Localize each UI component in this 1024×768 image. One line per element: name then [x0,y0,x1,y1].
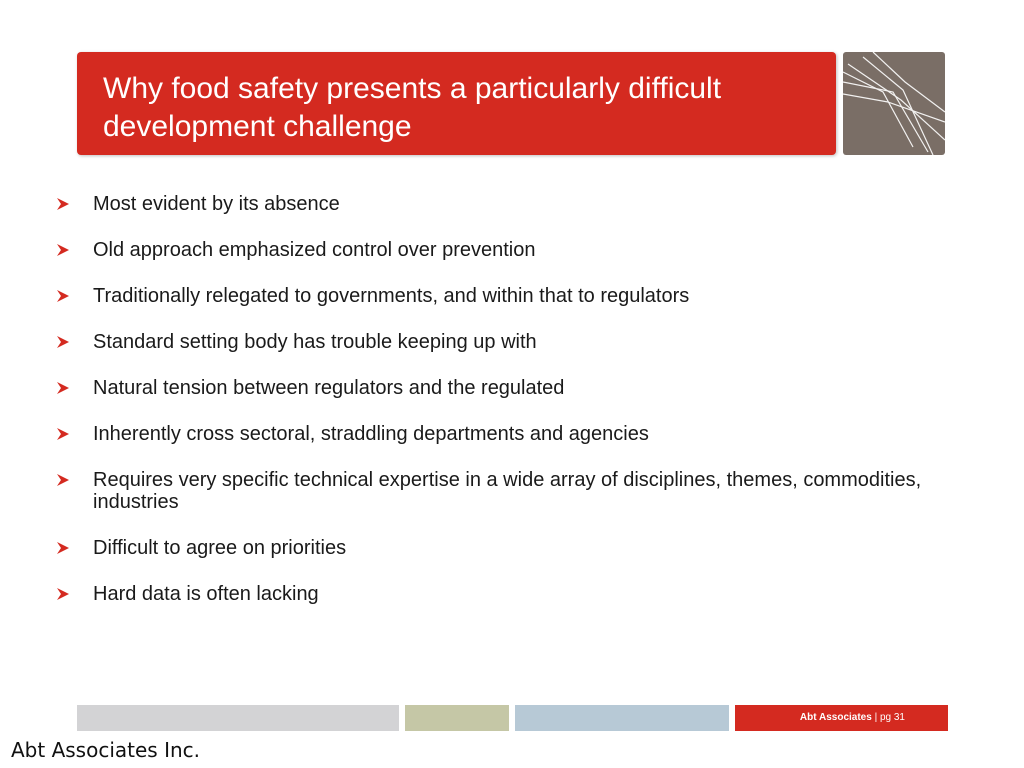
abstract-lines-icon [843,52,945,155]
footer-page-number: pg 31 [879,712,905,723]
bullet-text: Hard data is often lacking [93,583,319,605]
bullet-list [56,193,956,629]
footer-segment-gray [77,705,399,731]
footer-segment-blue [515,705,729,731]
decorative-logo-tile [843,52,945,155]
list-item [56,331,956,353]
image-caption: Abt Associates Inc. [11,738,200,762]
list-item [56,285,956,307]
list-item [56,193,956,215]
bullet-text: Old approach emphasized control over prevention [93,239,536,261]
slide-title-box [77,52,836,155]
list-item [56,377,956,399]
footer-segment-red [735,705,948,731]
footer-company: Abt Associates [799,712,872,723]
arrow-right-icon [56,427,70,441]
arrow-right-icon [56,243,70,257]
bullet-text: Inherently cross sectoral, straddling departments and agencies [93,423,649,445]
arrow-right-icon [56,473,70,487]
bullet-text: Natural tension between regulators and the regulated [93,377,565,399]
list-item [56,423,956,445]
footer-segment-olive [405,705,509,731]
arrow-right-icon [56,335,70,349]
bullet-text: Requires very specific technical expertise in a wide array of disciplines, themes, commodities, industries [93,469,922,513]
bullet-text: Traditionally relegated to governments, and within that to regulators [93,285,690,307]
list-item [56,583,956,605]
arrow-right-icon [56,197,70,211]
bullet-text: Standard setting body has trouble keeping up with [93,331,537,353]
list-item [56,239,956,261]
footer-page-info [800,712,905,724]
arrow-right-icon [56,381,70,395]
bullet-text: Difficult to agree on priorities [93,537,347,559]
footer-separator: | [874,712,878,723]
list-item [56,469,956,513]
list-item [56,537,956,559]
slide-title: Why food safety presents a particularly difficult development challenge [103,72,722,143]
bullet-text: Most evident by its absence [93,193,340,215]
arrow-right-icon [56,541,70,555]
arrow-right-icon [56,289,70,303]
arrow-right-icon [56,587,70,601]
